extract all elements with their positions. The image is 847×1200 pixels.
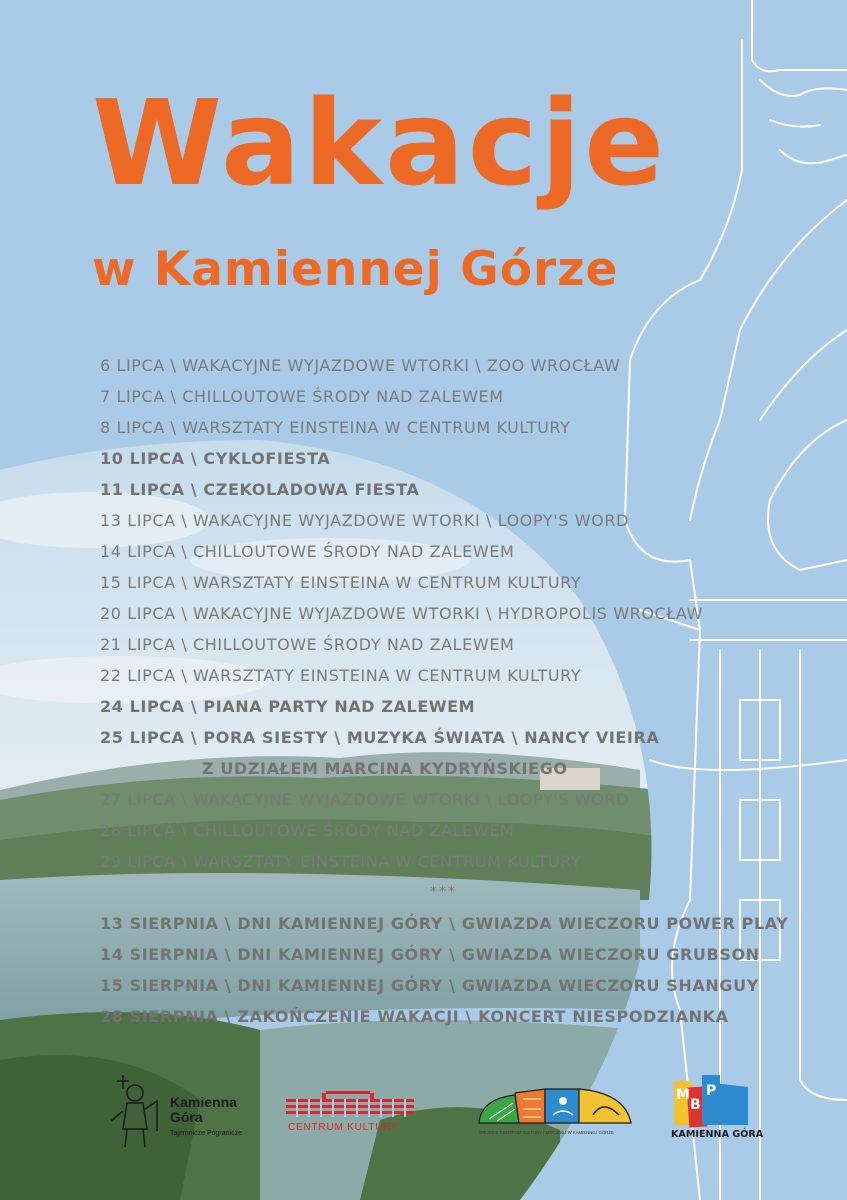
event-item: 20 LIPCA \ WAKACYJNE WYJAZDOWE WTORKI \ HYDROPOLIS WROCŁAW [100, 604, 704, 623]
event-item: 29 LIPCA \ WARSZTATY EINSTEINA W CENTRUM KULTURY [100, 852, 582, 871]
sport-fields-icon [475, 1079, 635, 1129]
event-item: 28 LIPCA \ CHILLOUTOWE ŚRODY NAD ZALEWEM [100, 821, 515, 840]
event-item: 14 LIPCA \ CHILLOUTOWE ŚRODY NAD ZALEWEM [100, 542, 515, 561]
event-item: 28 SIERPNIA \ ZAKOŃCZENIE WAKACJI \ KONCERT NIESPODZIANKA [100, 1007, 729, 1026]
svg-text:M: M [676, 1087, 690, 1103]
event-item: 11 LIPCA \ CZEKOLADOWA FIESTA [100, 480, 420, 499]
knight-icon [103, 1071, 163, 1151]
poster-title: Wakacje [92, 74, 668, 212]
mbp-caption: KAMIENNA GÓRA [671, 1129, 764, 1140]
sport-centre-logo [475, 1079, 635, 1144]
event-item: Z UDZIAŁEM MARCINA KYDRYŃSKIEGO [202, 759, 568, 778]
event-item: 7 LIPCA \ CHILLOUTOWE ŚRODY NAD ZALEWEM [100, 387, 504, 406]
event-schedule-list [100, 350, 820, 1032]
event-item: 22 LIPCA \ WARSZTATY EINSTEINA W CENTRUM KULTURY [100, 666, 582, 685]
event-item: 24 LIPCA \ PIANA PARTY NAD ZALEWEM [100, 697, 476, 716]
event-item: 10 LIPCA \ CYKLOFIESTA [100, 449, 331, 468]
sponsor-logos [0, 1065, 847, 1155]
event-item: 13 SIERPNIA \ DNI KAMIENNEJ GÓRY \ GWIAZDA WIECZORU POWER PLAY [100, 914, 789, 933]
books-icon [668, 1073, 758, 1129]
sport-centre-caption: MIEJSKIE CENTRUM KULTURY FIZYCZNEJ W KAMIENNEJ GÓRZE [479, 1130, 614, 1135]
poster-subtitle: w Kamiennej Górze [92, 242, 619, 297]
event-item: 8 LIPCA \ WARSZTATY EINSTEINA W CENTRUM KULTURY [100, 418, 571, 437]
centrum-kultury-logo [286, 1089, 416, 1139]
centrum-kultury-label: CENTRUM KULTURY [288, 1122, 399, 1133]
event-item: 27 LIPCA \ WAKACYJNE WYJAZDOWE WTORKI \ LOOPY'S WORD [100, 790, 629, 809]
event-item: 6 LIPCA \ WAKACYJNE WYJAZDOWE WTORKI \ ZOO WROCŁAW [100, 356, 621, 375]
event-item: 14 SIERPNIA \ DNI KAMIENNEJ GÓRY \ GWIAZDA WIECZORU GRUBSON [100, 945, 760, 964]
mbp-library-logo [668, 1073, 764, 1153]
event-item: 21 LIPCA \ CHILLOUTOWE ŚRODY NAD ZALEWEM [100, 635, 515, 654]
event-separator: *** [430, 884, 457, 900]
event-item: 15 SIERPNIA \ DNI KAMIENNEJ GÓRY \ GWIAZDA WIECZORU SHANGUY [100, 976, 759, 995]
kamienna-gora-name: Kamienna Góra [170, 1094, 237, 1125]
svg-text:B: B [690, 1097, 701, 1113]
bar-pattern-icon [286, 1089, 416, 1119]
kamienna-gora-logo [103, 1071, 263, 1151]
event-item: 13 LIPCA \ WAKACYJNE WYJAZDOWE WTORKI \ LOOPY'S WORD [100, 511, 629, 530]
event-item: 25 LIPCA \ PORA SIESTY \ MUZYKA ŚWIATA \ NANCY VIEIRA [100, 728, 660, 747]
kamienna-gora-tagline: Tajemnicze Pogranicze [170, 1130, 242, 1137]
event-item: 15 LIPCA \ WARSZTATY EINSTEINA W CENTRUM KULTURY [100, 573, 582, 592]
svg-text:P: P [706, 1083, 717, 1099]
